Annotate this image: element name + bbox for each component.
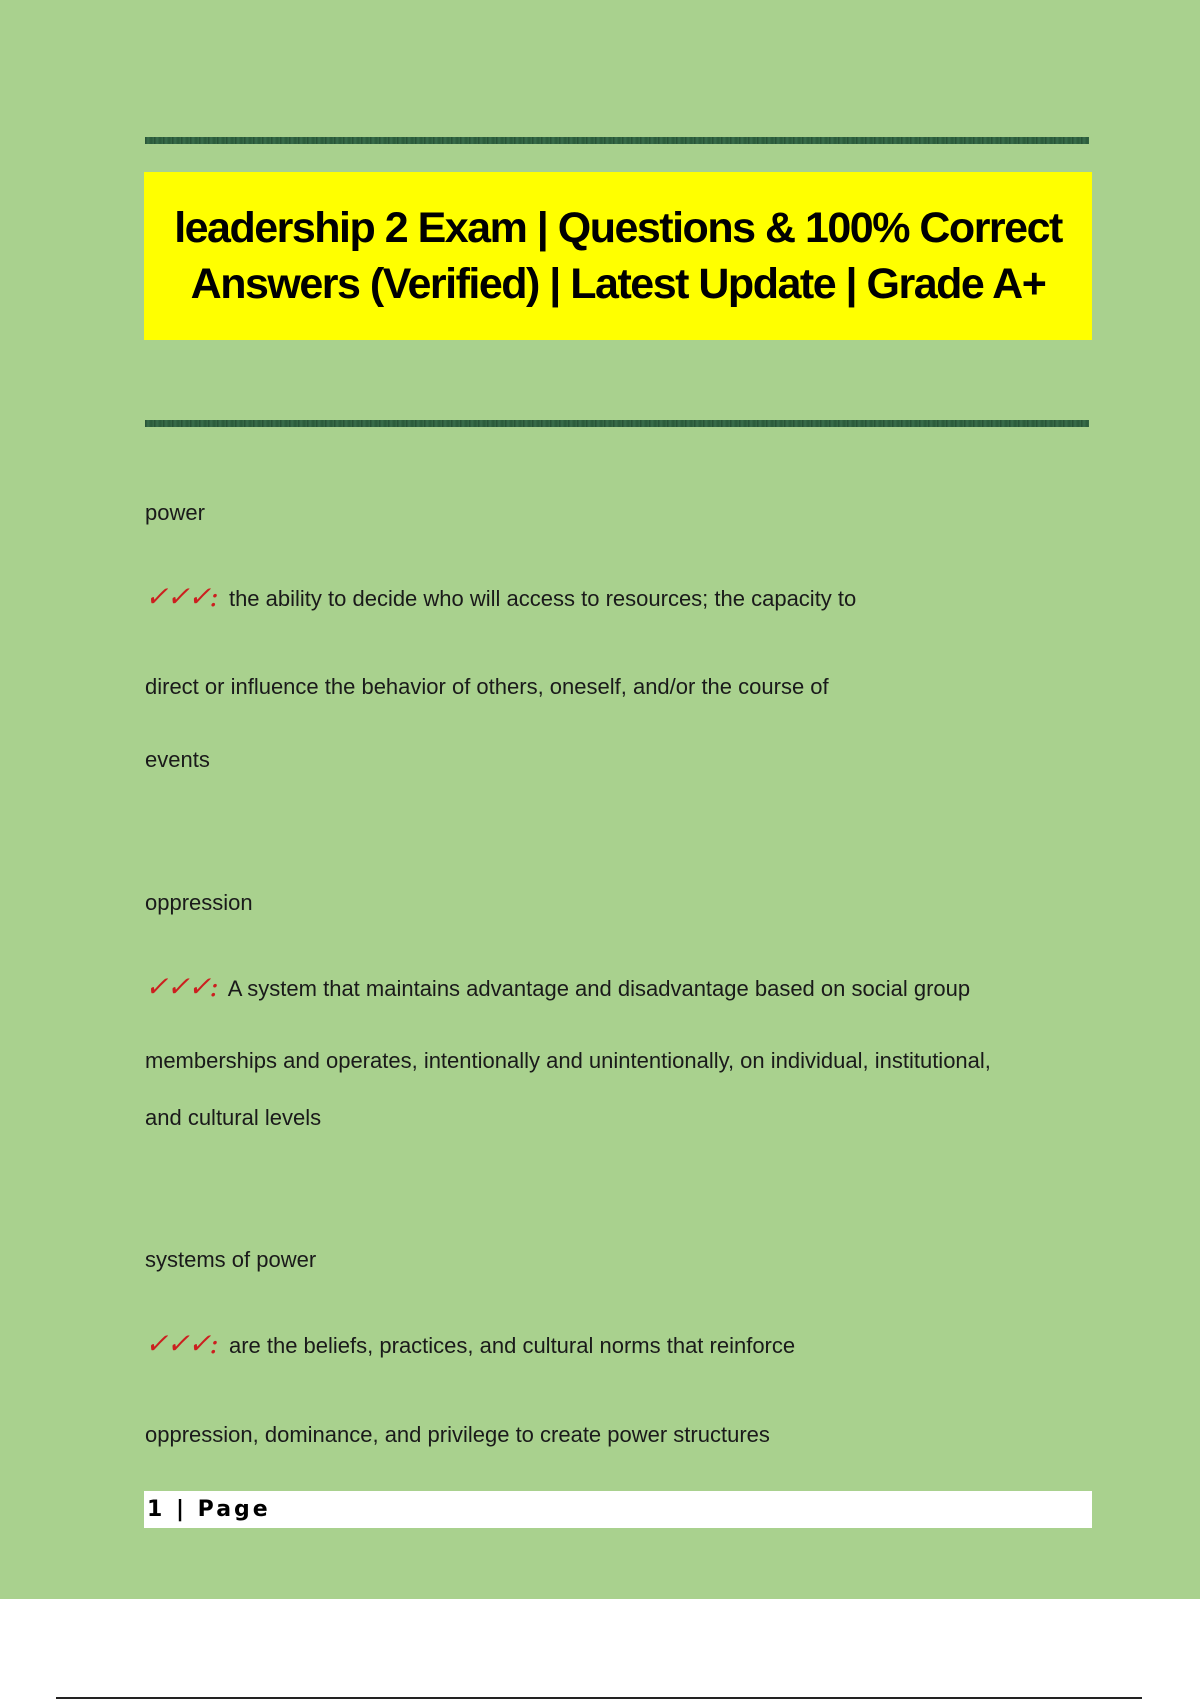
checkmark-icon: ✓✓✓: xyxy=(145,1327,217,1360)
definition-text: the ability to decide who will access to resources; the capacity to xyxy=(228,586,857,611)
definition-line: direct or influence the behavior of others, oneself, and/or the course of xyxy=(145,674,829,699)
term-power: power xyxy=(145,500,205,525)
title-highlight-box xyxy=(144,172,1092,340)
page-number: 1 | Page xyxy=(147,1497,271,1522)
definition-line xyxy=(145,580,856,613)
checkmark-icon: ✓✓✓: xyxy=(145,970,217,1003)
definition-line xyxy=(145,1327,795,1360)
term-systems-of-power: systems of power xyxy=(145,1247,317,1272)
definition-line: events xyxy=(145,747,210,772)
term-oppression: oppression xyxy=(145,890,253,915)
page-footer xyxy=(144,1491,1092,1528)
document-title: leadership 2 Exam | Questions & 100% Correct Answers (Verified) | Latest Update | Grade A+ xyxy=(174,204,1062,308)
checkmark-icon: ✓✓✓: xyxy=(145,580,217,613)
definition-line: and cultural levels xyxy=(145,1105,322,1130)
definition-line: memberships and operates, intentionally and unintentionally, on individual, institutional, xyxy=(145,1048,991,1073)
definition-line xyxy=(145,970,970,1003)
top-decorative-rule xyxy=(145,137,1089,144)
definition-text: A system that maintains advantage and disadvantage based on social group xyxy=(227,976,971,1001)
bottom-decorative-rule xyxy=(145,420,1089,427)
definition-text: are the beliefs, practices, and cultural norms that reinforce xyxy=(228,1333,796,1358)
next-page-divider xyxy=(56,1697,1142,1699)
definition-line: oppression, dominance, and privilege to create power structures xyxy=(145,1422,770,1447)
